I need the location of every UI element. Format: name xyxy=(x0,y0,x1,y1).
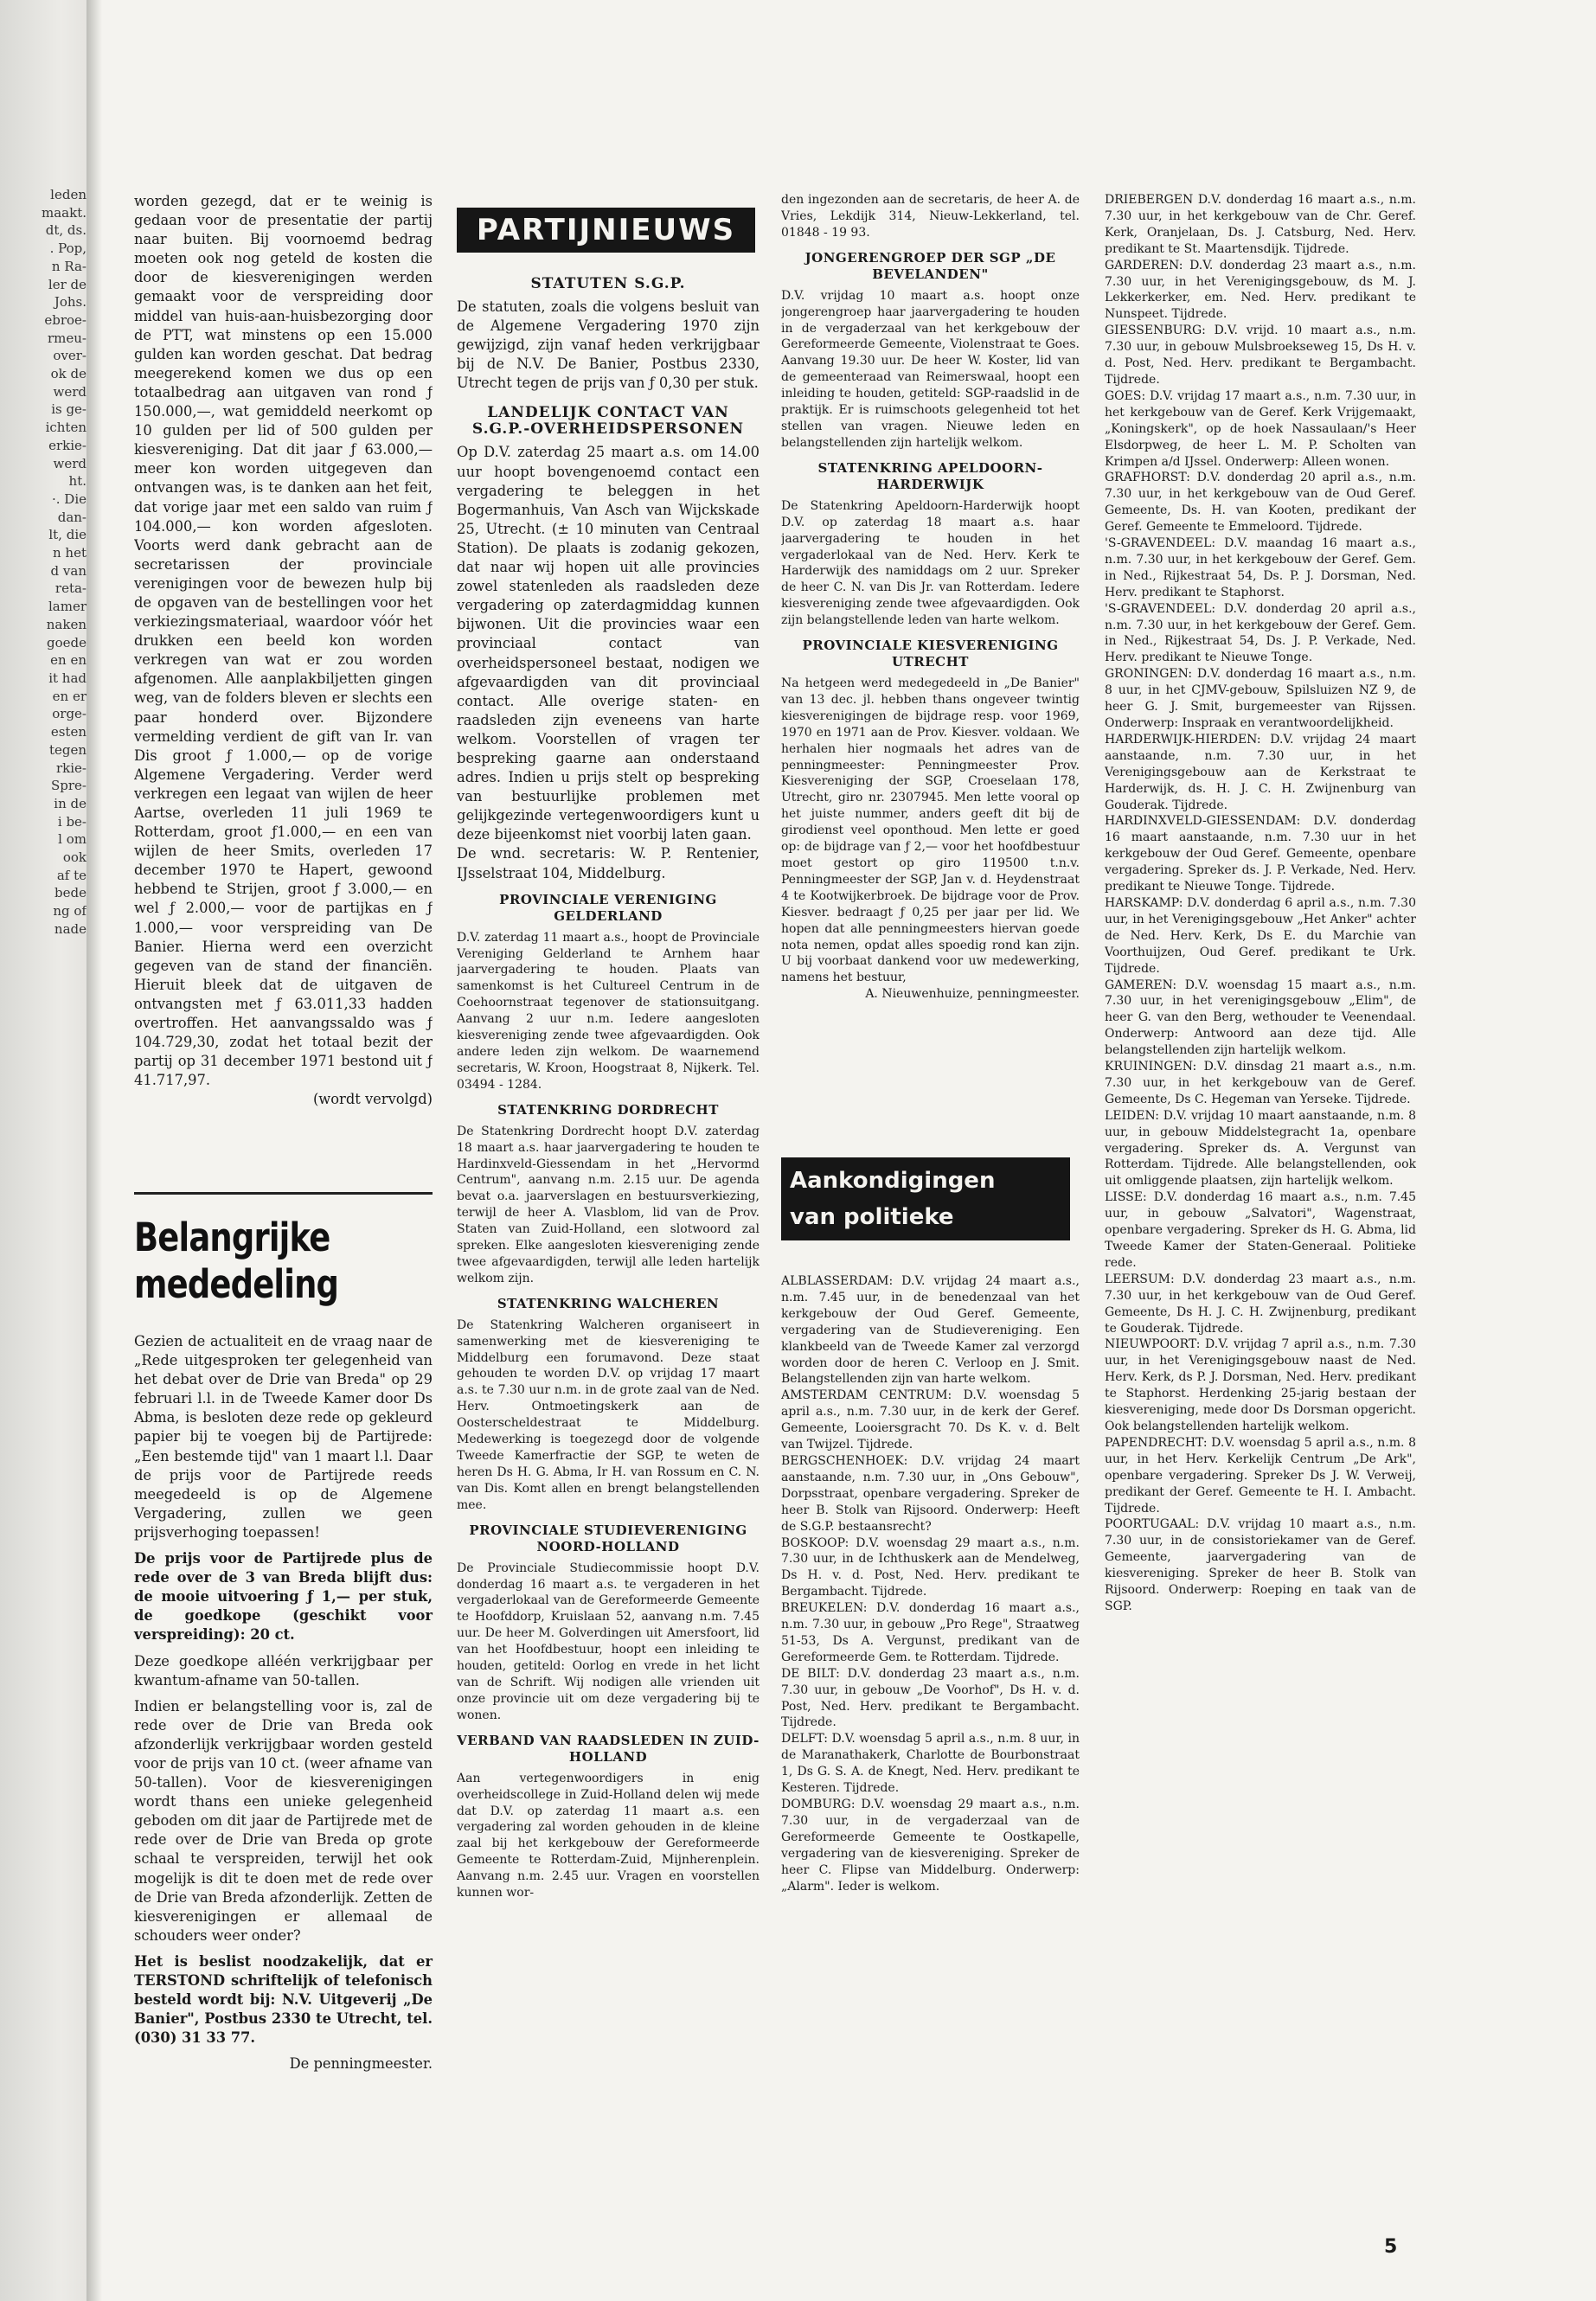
fragment-word: ook xyxy=(62,849,87,866)
announcement-item: POORTUGAAL: D.V. vrijdag 10 maart a.s., n.m. 7.30 uur, in de consistoriekamer van de Geref. Gemeente, jaarvergadering van de kiesvereniging. Spreker de heer B. Stolk van Rijsoord. Onderwerp: Roeping en taak van de SGP. xyxy=(1105,1517,1416,1613)
section-body: De Statenkring Dordrecht hoopt D.V. zaterdag 18 maart a.s. haar jaarvergadering te houden te Hardinxveld-Giessendam in het „Hervormd Centrum", aanvang n.m. 2.15 uur. De agenda bevat o.a. jaarverslagen en bestuursverkiezing, terwijl de heer A. Vlasblom, lid van de Prov. Staten van Zuid-Holland, een slotwoord zal spreken. Elke aangesloten kiesvereniging zende twee afgevaardigden, terwijl alle leden hartelijk welkom zijn. xyxy=(457,1124,760,1285)
fragment-word: goede xyxy=(47,634,87,651)
fragment-word: tegen xyxy=(48,741,87,758)
fragment-word: bede xyxy=(54,885,87,901)
banner-line-2: van politieke vergaderingen xyxy=(790,1204,976,1266)
partijnieuws-column xyxy=(457,264,760,1901)
announcement-item: GRONINGEN: D.V. donderdag 16 maart a.s., n.m. 8 uur, in het CJMV-gebouw, Spilsluizen NZ 9, de heer G. J. Smit, burgemeester van Rijssen. Onderwerp: Inspraak en verantwoordelijkheid. xyxy=(1105,667,1416,730)
section-heading: VERBAND VAN RAADSLEDEN IN ZUID-HOLLAND xyxy=(457,1732,760,1765)
fragment-word: rkie- xyxy=(55,760,87,776)
fragment-word: is ge- xyxy=(51,401,87,418)
announcement-item: 'S-GRAVENDEEL: D.V. donderdag 20 april a.s., n.m. 7.30 uur, in het kerkgebouw der Geref. Gem. in Ned., Rijkestraat 54, Ds. J. P. Verkade, Ned. Herv. predikant te Nieuwe Tonge. xyxy=(1105,601,1416,665)
page-fold xyxy=(87,0,102,2301)
fragment-word: en en xyxy=(50,652,87,669)
fragment-word: werd xyxy=(53,383,87,400)
fragment-word: nade xyxy=(54,920,87,937)
announcements-list-b xyxy=(1105,192,1416,1615)
fragment-word: erkie- xyxy=(48,437,87,453)
section-heading: PROVINCIALE KIESVERENIGING UTRECHT xyxy=(802,638,1059,670)
section-heading: STATENKRING WALCHEREN xyxy=(497,1295,720,1311)
fragment-word: n Ra- xyxy=(51,258,87,274)
fragment-word: ok de xyxy=(50,366,87,382)
announcement-item: GOES: D.V. vrijdag 17 maart a.s., n.m. 7.30 uur, in het kerkgebouw van de Geref. Kerk Vrijgemaakt, „Koningskerk", op de hoek Nassaulaan/'s Heer Elsdorpweg, de heer L. M. P. Scholten van Krimpen a/d IJssel. Onderwerp: Alleen wonen. xyxy=(1105,388,1416,469)
announcements-list-a xyxy=(781,1273,1080,1894)
paragraph: Deze goedkope alléén verkrijgbaar per kwantum-afname van 50-tallen. xyxy=(134,1652,433,1689)
section-heading: PROVINCIALE VERENIGING GELDERLAND xyxy=(499,891,717,924)
fragment-word: ebroe- xyxy=(44,311,87,328)
heading-line-2: mededeling xyxy=(134,1261,339,1307)
belangrijk-body xyxy=(134,1332,433,2073)
belangrijk-heading xyxy=(134,1215,379,1308)
announcement-item: LEERSUM: D.V. donderdag 23 maart a.s., n.m. 7.30 uur, in het kerkgebouw van de Oud Geref. Gemeente, Ds H. J. C. H. Zwijnenburg, predikant te Gouderak. Tijdrede. xyxy=(1105,1272,1416,1336)
to-be-continued: (wordt vervolgd) xyxy=(312,1091,433,1108)
section-heading: STATUTEN S.G.P. xyxy=(530,275,686,292)
announcement-item: LEIDEN: D.V. vrijdag 10 maart aanstaande, n.m. 8 uur, in gebouw Middelstegracht 1a, openbare vergadering. Spreker ds. A. Vergunst van Rotterdam. Tijdrede. Alle belangstellenden, ook uit omliggende plaatsen, zijn hartelijk welkom. xyxy=(1105,1108,1416,1189)
announcement-item: GARDEREN: D.V. donderdag 23 maart a.s., n.m. 7.30 uur, in het Verenigingsgebouw, ds M. J. Lekkerkerker, em. Ned. Herv. predikant te Nunspeet. Tijdrede. xyxy=(1105,258,1416,322)
announcement-item: BERGSCHENHOEK: D.V. vrijdag 24 maart aanstaande, n.m. 7.30 uur, in „Ons Gebouw", Dorpsstraat, openbare vergadering. Spreker de heer B. Stolk van Rijsoord. Onderwerp: Heeft de S.G.P. bestaansrecht? xyxy=(781,1453,1080,1534)
fragment-word: dan- xyxy=(57,509,87,525)
fragment-word: esten xyxy=(50,724,87,740)
announcement-item: PAPENDRECHT: D.V. woensdag 5 april a.s., n.m. 8 uur, in het Herv. Kerkelijk Centrum „De Ark", openbare vergadering. Spreker Ds J. W. Verweij, predikant der Geref. Gemeente te H. I. Ambacht. Tijdrede. xyxy=(1105,1435,1416,1516)
section-body: Na hetgeen werd medegedeeld in „De Banier" van 13 dec. jl. hebben thans ongeveer twintig kiesverenigingen de bijdrage resp. voor 1969, 1970 en 1971 aan de Prov. Kiesver. voldaan. We herhalen hier nogmaals het adres van de penningmeester: Penningmeester Prov. Kiesvereniging der SGP, Croeselaan 178, Utrecht, giro nr. 2307945. Men lette vooral op het juiste nummer, anders geeft dit bij de girodienst veel oponthoud. Men lette er goed op: de bijdrage van ƒ 2,— voor het hoofdbestuur moet gestort op giro 119500 t.n.v. Penningmeester der SGP, Jan v. d. Heydenstraat 4 te Kootwijkerbroek. De bijdrage voor de Prov. Kiesver. bedraagt ƒ 0,25 per jaar per lid. We hopen dat alle penningmeesters hiervan goede nota nemen, opdat alles spoedig rond kan zijn. U bij voorbaat dankend voor uw medewerking, namens het bestuur, xyxy=(781,676,1080,985)
section-body: den ingezonden aan de secretaris, de heer A. de Vries, Lekdijk 314, Nieuw-Lekkerland, tel. 01848 - 19 93. xyxy=(781,193,1080,240)
section-heading: LANDELIJK CONTACT VAN S.G.P.-OVERHEIDSPERSONEN xyxy=(471,404,745,439)
fragment-word: naken xyxy=(46,616,87,632)
announcement-item: GAMEREN: D.V. woensdag 15 maart a.s., n.m. 7.30 uur, in het verenigingsgebouw „Elim", de heer G. van den Berg, wethouder te Veenendaal. Onderwerp: Antwoord aan deze tijd. Alle belangstellenden zijn hartelijk welkom. xyxy=(1105,977,1416,1058)
fragment-word: . Pop, xyxy=(49,240,87,257)
section-body: D.V. zaterdag 11 maart a.s., hoopt de Provinciale Vereniging Gelderland te Arnhem haar jaarvergadering te houden. Plaats van samenkomst is het Cultureel Centrum in de Coehoornstraat tegenover de stationsuitgang. Aanvang 2 uur n.m. Iedere aangesloten kiesvereniging zende twee afgevaardigden. Ook andere leden zijn welkom. De waarnemend secretaris, W. Kroon, Hoogstraat 8, Nijkerk. Tel. 03494 - 1284. xyxy=(457,930,760,1092)
banner-line-1: Aankondigingen xyxy=(790,1168,996,1194)
announcement-item: AMSTERDAM CENTRUM: D.V. woensdag 5 april a.s., n.m. 7.30 uur, in de kerk der Geref. Gemeente, Looiersgracht 70. Ds K. v. d. Belt van Twijzel. Tijdrede. xyxy=(781,1388,1080,1452)
fragment-word: l om xyxy=(58,831,87,848)
article-body: worden gezegd, dat er te weinig is gedaan voor de presentatie der partij naar buiten. Bij voornoemd bedrag moeten ook nog geteld de kosten die door de kiesverenigingen werden gemaakt voor de verspreiding door middel van huis-aan-huisbezorging door de PTT, wat minstens op een 15.000 gulden kan worden geschat. Dat bedrag meegerekend komen we dus op een totaalbedrag aan uitgaven van rond ƒ 150.000,—, wat gemiddeld neerkomt op 10 gulden per lid of 500 gulden per kiesvereniging. Dat dit jaar ƒ 63.000,— meer kon worden uitgegeven dan ontvangen was, is te danken aan het feit, dat vorige jaar met een saldo van ruim ƒ 104.000,— kon worden afgesloten. Voorts werd dank gebracht aan de secretarissen der provinciale verenigingen voor de bewezen hulp bij de opgaven van de bestellingen voor het verkiezingsmateriaal, waardoor vóór het drukken een beeld kon worden verkregen van wat er zou worden afgenomen. Alle aanplakbiljetten gingen weg, van de folders bleven er slechts een paar honderd over. Bijzondere vermelding verdient de gift van Ir. van Dis groot ƒ 1.000,— op de vorige Algemene Vergadering. Verder werd verkregen een legaat van wijlen de heer Aartse, overleden 11 juli 1969 te Rotterdam, groot ƒ1.000,— en een van wijlen de heer Smits, overleden 17 december 1970 te Hapert, gewoond hebbend te Strijen, groot ƒ 3.000,— en wel ƒ 2.000,— voor de partijkas en ƒ 1.000,— voor verspreiding van De Banier. Hierna werd een overzicht gegeven van de stand der financiën. Hieruit bleek dat de uitgaven de ontvangsten met ƒ 63.011,33 hadden overtroffen. Het aanvangssaldo was ƒ 104.729,30, zodat het totaal bezit der partij op 31 december 1971 bestond uit ƒ 41.717,97. xyxy=(134,193,433,1089)
fragment-word: reta- xyxy=(54,580,87,597)
fragment-word: maakt. xyxy=(42,204,87,221)
section-heading: PROVINCIALE STUDIEVERENIGING NOORD-HOLLAND xyxy=(469,1522,747,1554)
section-body: Aan vertegenwoordigers in enig overheidscollege in Zuid-Holland delen wij mede dat D.V. op zaterdag 11 maart a.s. een vergadering zal worden gehouden in de kleine zaal bij het kerkgebouw der Gereformeerde Gemeente te Rotterdam-Zuid, Mijnherenplein. Aanvang n.m. 2.45 uur. Vragen en voorstellen kunnen wor- xyxy=(457,1771,760,1900)
fragment-word: ht. xyxy=(68,473,87,490)
fragment-word: ler de xyxy=(48,276,87,292)
announcement-item: DOMBURG: D.V. woensdag 29 maart a.s., n.m. 7.30 uur, in de vergaderzaal van de Gereformeerde Gemeente te Oostkapelle, vergadering van de kiesvereniging. Spreker de heer C. Flipse van Middelburg. Onderwerp: „Alarm". Ieder is welkom. xyxy=(781,1798,1080,1894)
fragment-word: n het xyxy=(53,545,87,561)
fragment-word: orge- xyxy=(52,706,87,722)
section-body: De statuten, zoals die volgens besluit van de Algemene Vergadering 1970 zijn gewijzigd, zijn vanaf heden verkrijgbaar bij de N.V. De Banier, Postbus 2330, Utrecht tegen de prijs van ƒ 0,30 per stuk. xyxy=(457,298,760,392)
announcement-item: GIESSENBURG: D.V. vrijd. 10 maart a.s., n.m. 7.30 uur, in gebouw Mulsbroekseweg 15, Ds H. v. d. Post, Ned. Herv. predikant te Bergambacht. Tijdrede. xyxy=(1105,324,1416,387)
previous-page-fragments xyxy=(3,186,87,939)
fragment-word: it had xyxy=(48,670,87,686)
fragment-word: dt, ds. xyxy=(45,222,87,239)
fragment-word: rmeu- xyxy=(48,330,87,346)
partijnieuws-banner: PARTIJNIEUWS xyxy=(457,208,755,253)
section-body: De Statenkring Walcheren organiseert in samenwerking met de kiesvereniging te Middelburg een forumavond. Deze staat gehouden te worden D.V. op vrijdag 17 maart a.s. te 7.30 uur n.m. in de grote zaal van de Ned. Herv. Ontmoetingskerk aan de Oosterscheldestraat te Middelburg. Medewerking is toegezegd door de volgende Tweede Kamerfractie der SGP, te weten de heren Ds H. G. Abma, Ir H. van Rossum en C. N. van Dis. Komt allen en brengt belangstellenden mee. xyxy=(457,1317,760,1512)
section-heading: STATENKRING DORDRECHT xyxy=(497,1101,719,1118)
fragment-word: in de xyxy=(54,795,87,811)
signature: De penningmeester. xyxy=(289,2055,433,2073)
announcement-item: GRAFHORST: D.V. donderdag 20 april a.s., n.m. 7.30 uur, in het kerkgebouw van de Oud Geref. Gemeente, Ds. H. van Kooten, predikant der Geref. Gemeente te Emmeloord. Tijdrede. xyxy=(1105,471,1416,535)
announcement-item: KRUININGEN: D.V. dinsdag 21 maart a.s., n.m. 7.30 uur, in het kerkgebouw van de Geref. Gemeente, Ds C. Hegeman van Yerseke. Tijdrede. xyxy=(1105,1060,1416,1106)
announcement-item: 'S-GRAVENDEEL: D.V. maandag 16 maart a.s., n.m. 7.30 uur, in het kerkgebouw der Geref. Gem. in Ned., Rijkestraat 54, Ds. P. J. Dorsman, Ned. Herv. predikant te Staphorst. xyxy=(1105,536,1416,599)
announcement-item: BOSKOOP: D.V. woensdag 29 maart a.s., n.m. 7.30 uur, in de Ichthuskerk aan de Mendelweg, Ds H. v. d. Post, Ned. Herv. predikant te Bergambacht. Tijdrede. xyxy=(781,1535,1080,1599)
partijnieuws-column-continued xyxy=(781,192,1080,1003)
fragment-word: ng of xyxy=(53,903,87,920)
announcement-item: DRIEBERGEN D.V. donderdag 16 maart a.s., n.m. 7.30 uur, in het kerkgebouw van de Chr. Geref. Kerk, Oranjelaan, Ds. J. Catsburg, Ned. Herv. predikant te St. Maartensdijk. Tijdrede. xyxy=(1105,193,1416,256)
paragraph: Gezien de actualiteit en de vraag naar de „Rede uitgesproken ter gelegenheid van het debat over de Drie van Breda" op 29 februari l.l. in de Tweede Kamer door Ds Abma, is besloten deze rede op gekleurd papier bij te voegen bij de Partijrede: „Een bestemde tijd" van 1 maart l.l. Daar de prijs voor de Partijrede reeds meegedeeld is op de Algemene Vergadering, zullen we geen prijsverhoging toepassen! xyxy=(134,1333,433,1541)
section-body: De Provinciale Studiecommissie hoopt D.V. donderdag 16 maart a.s. te vergaderen in het vergaderlokaal van de Gereformeerde Gemeente te Hoofddorp, Kruislaan 52, aanvang n.m. 7.45 uur. De heer M. Golverdingen uit Amersfoort, lid van het Hoofdbestuur, hoopt een inleiding te houden, getiteld: Oorlog en vrede in het licht van de Schrift. Wij nodigen alle vrienden uit onze provincie uit om deze vergadering bij te wonen. xyxy=(457,1561,760,1722)
announcement-item: HARSKAMP: D.V. donderdag 6 april a.s., n.m. 7.30 uur, in het Verenigingsgebouw „Het Anker" achter de Ned. Herv. Kerk, Ds E. du Marchie van Voorthuijzen, Oud Geref. predikant te Urk. Tijdrede. xyxy=(1105,895,1416,976)
fragment-word: ichten xyxy=(45,420,87,436)
fragment-word: over- xyxy=(53,348,87,364)
fragment-word: i be- xyxy=(57,813,87,830)
announcement-item: BREUKELEN: D.V. donderdag 16 maart a.s., n.m. 7.30 uur, in gebouw „Pro Rege", Straatweg 51-53, Ds A. Vergunst, predikant van de Gereformeerde Gem. te Rotterdam. Tijdrede. xyxy=(781,1601,1080,1664)
column-divider-rule xyxy=(134,1192,433,1195)
announcement-item: LISSE: D.V. donderdag 16 maart a.s., n.m. 7.45 uur, in gebouw „Salvatori", Wagenstraat, openbare vergadering. Spreker ds H. G. Abma, lid Tweede Kamer der Staten-Generaal. Politieke rede. xyxy=(1105,1190,1416,1270)
fragment-word: Johs. xyxy=(54,294,87,311)
article-financial-report xyxy=(134,192,433,1110)
paragraph-price: De prijs voor de Partijrede plus de rede over de 3 van Breda blijft dus: de mooie uitvoering ƒ 1,— per stuk, de goedkope (geschikt voor verspreiding): 20 ct. xyxy=(134,1550,433,1644)
fragment-word: lt, die xyxy=(48,527,87,543)
page-number: 5 xyxy=(1384,2236,1398,2258)
section-heading: JONGERENGROEP DER SGP „DE BEVELANDEN" xyxy=(804,249,1056,282)
section-body: D.V. vrijdag 10 maart a.s. hoopt onze jongerengroep haar jaarvergadering te houden in de vergaderzaal van het kerkgebouw der Gereformeerde Gemeente, Violenstraat te Goes. Aanvang 19.30 uur. De heer W. Koster, lid van de gemeenteraad van Reimerswaal, hoopt een inleiding te houden, getiteld: SGP-raadslid in de praktijk. Er is ruimschoots gelegenheid tot het stellen van vragen. Nieuwe leden en belangstellenden zijn hartelijk welkom. xyxy=(781,288,1080,450)
fragment-word: d van xyxy=(50,562,87,579)
heading-line-1: Belangrijke xyxy=(134,1215,330,1260)
paragraph: Indien er belangstelling voor is, zal de rede over de Drie van Breda ook afzonderlijk verkrijgbaar worden gesteld voor de prijs van 10 ct. (weer afname van 50-tallen). Voor de kiesverenigingen wordt thans een unieke gelegenheid geboden om dit jaar de Partijrede met de rede over de Drie van Breda op grote schaal te verspreiden, terwijl het ook mogelijk is dit te doen met de rede over de Drie van Breda afzonderlijk. Zetten de kiesverenigingen er allemaal de schouders weer onder? xyxy=(134,1697,433,1944)
announcement-item: HARDINXVELD-GIESSENDAM: D.V. donderdag 16 maart aanstaande, n.m. 7.30 uur in het kerkgebouw der Oud Geref. Gemeente, openbare vergadering. Spreker ds. J. P. Verkade, Ned. Herv. predikant te Nieuwe Tonge. Tijdrede. xyxy=(1105,814,1416,894)
section-heading: STATENKRING APELDOORN-HARDERWIJK xyxy=(817,459,1043,492)
announcement-item: DELFT: D.V. woensdag 5 april a.s., n.m. 8 uur, in de Maranathakerk, Charlotte de Bourbonstraat 1, Ds G. S. A. de Knegt, Ned. Herv. predikant te Kesteren. Tijdrede. xyxy=(781,1732,1080,1796)
fragment-word: leden xyxy=(50,187,87,202)
section-body: De Statenkring Apeldoorn-Harderwijk hoopt D.V. op zaterdag 18 maart a.s. haar jaarvergadering te houden in het vergaderlokaal van de Ned. Herv. Kerk te Harderwijk des namiddags om 2 uur. Spreker de heer C. N. van Dis Jr. van Rotterdam. Iedere kiesvereniging zende twee afgevaardigden. Ook zijn belangstellende leden van harte welkom. xyxy=(781,498,1080,628)
fragment-word: lamer xyxy=(48,599,87,615)
aankondigingen-banner xyxy=(781,1157,1070,1266)
fragment-word: Spre- xyxy=(51,778,87,794)
fragment-word: ·. Die xyxy=(51,490,87,507)
paragraph-order: Het is beslist noodzakelijk, dat er TERSTOND schriftelijk of telefonisch besteld wordt bij: N.V. Uitgeverij „De Banier", Postbus 2330 te Utrecht, tel. (030) 31 33 77. xyxy=(134,1952,433,2047)
fragment-word: werd xyxy=(53,455,87,471)
section-body: Op D.V. zaterdag 25 maart a.s. om 14.00 uur hoopt bovengenoemd contact een vergadering te beleggen in het Bogermanhuis, Van Asch van Wijckskade 25, Utrecht. (± 10 minuten van Centraal Station). De plaats is zodanig gekozen, dat naar wij hopen uit alle provincies zowel statenleden als raadsleden deze vergadering op zaterdagmiddag kunnen bijwonen. Uit die provincies waar een provinciaal contact van overheidspersoneel bestaat, nodigen we afgevaardigden van dit provinciaal contact. Alle overige staten- en raadsleden zijn eveneens van harte welkom. Voorstellen of vragen ter bespreking gaarne aan onderstaand adres. Indien u prijs stelt op bespreking van bestuurlijke problemen met gelijkgezinde vertegenwoordigers kunt u deze bijeenkomst niet voorbij laten gaan. xyxy=(457,444,760,843)
fragment-word: af te xyxy=(56,867,87,883)
fragment-word: en er xyxy=(52,688,87,704)
signature: A. Nieuwenhuize, penningmeester. xyxy=(865,987,1080,1002)
announcement-item: DE BILT: D.V. donderdag 23 maart a.s., n.m. 7.30 uur, in gebouw „De Voorhof", Ds H. v. d. Post, Ned. Herv. predikant te Bergambacht. Tijdrede. xyxy=(781,1666,1080,1730)
announcement-item: NIEUWPOORT: D.V. vrijdag 7 april a.s., n.m. 7.30 uur, in het Verenigingsgebouw naast de Ned. Herv. Kerk, ds P. J. Dorsman, Ned. Herv. predikant te Staphorst. Herdenking 25-jarig bestaan der kiesvereniging, mede door Ds Dorsman opgericht. Ook belangstellenden hartelijk welkom. xyxy=(1105,1337,1416,1433)
announcement-item: ALBLASSERDAM: D.V. vrijdag 24 maart a.s., n.m. 7.45 uur, in de benedenzaal van het kerkgebouw der Oud Geref. Gemeente, vergadering van de Studievereniging. Een klankbeeld van de Tweede Kamer zal verzorgd worden door de heren C. Verloop en J. Smit. Belangstellenden zijn van harte welkom. xyxy=(781,1274,1080,1387)
announcement-item: HARDERWIJK-HIERDEN: D.V. vrijdag 24 maart aanstaande, n.m. 7.30 uur, in het Verenigingsgebouw aan de Kerkstraat te Harderwijk, ds. H. J. C. H. Zwijnenburg van Gouderak. Tijdrede. xyxy=(1105,732,1416,812)
section-signature: De wnd. secretaris: W. P. Rentenier, IJsselstraat 104, Middelburg. xyxy=(457,845,760,881)
